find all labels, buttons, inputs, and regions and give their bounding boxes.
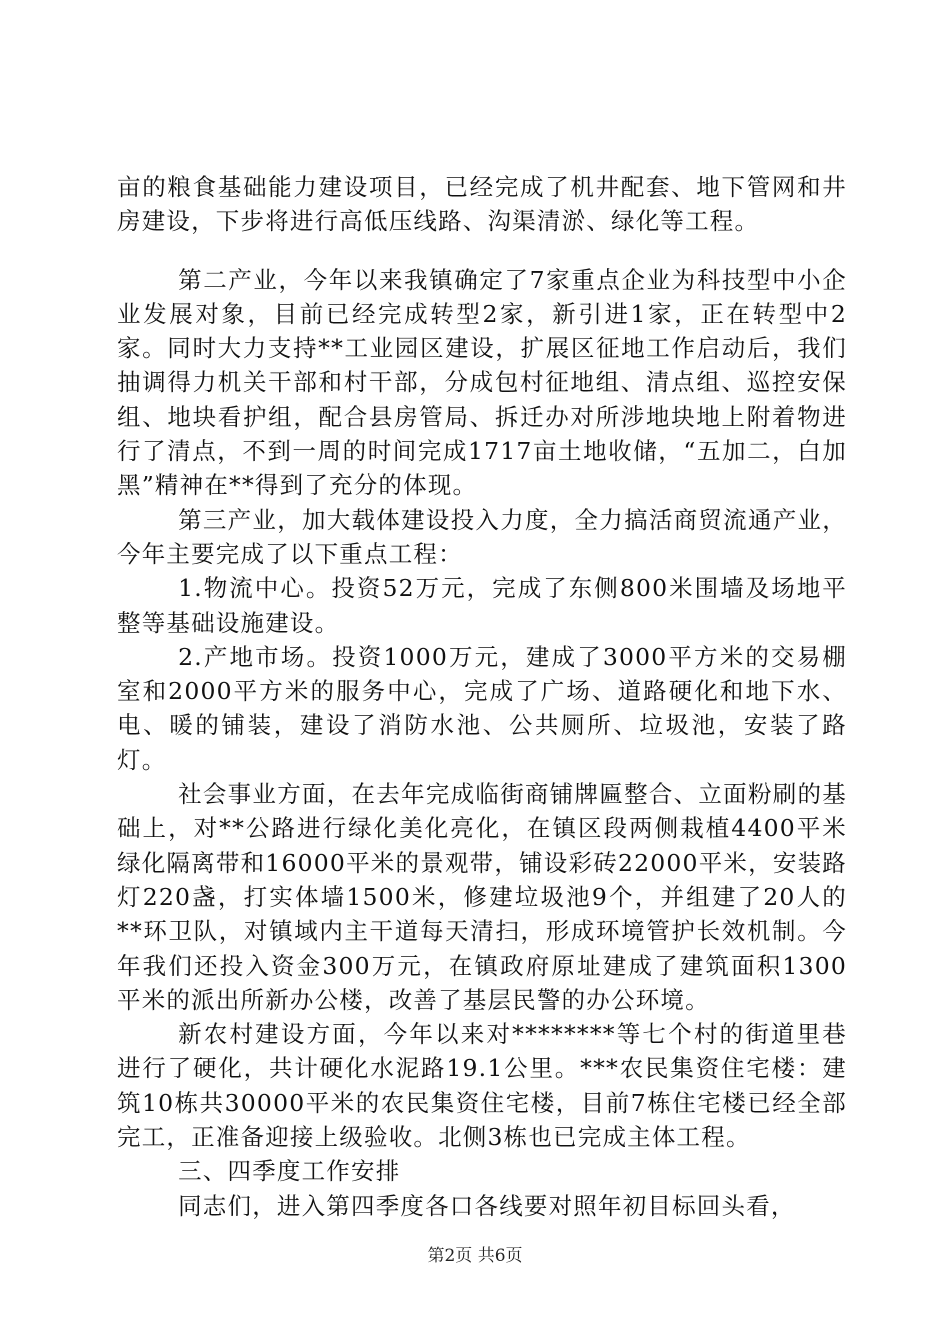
page-footer [0,1245,950,1267]
page-number-label: 第2页 共6页 [427,1246,523,1266]
document-body [117,170,847,1223]
paragraph-new-rural-construction: 新农村建设方面，今年以来对********等七个村的街道里巷进行了硬化，共计硬化水泥路19.1公里。***农民集资住宅楼：建筑10栋共30000平米的农民集资住宅楼，目前7栋住宅楼已经全部完工，正准备迎接上级验收。北侧3栋也已完成主体工程。 [117,1020,847,1152]
paragraph-tertiary-industry: 第三产业，加大载体建设投入力度，全力搞活商贸流通产业，今年主要完成了以下重点工程： [117,505,847,568]
paragraph-social-affairs: 社会事业方面，在去年完成临街商铺牌匾整合、立面粉刷的基础上，对**公路进行绿化美化亮化，在镇区段两侧栽植4400平米绿化隔离带和16000平米的景观带，铺设彩砖22000平米，安装路灯220盏，打实体墙1500米，修建垃圾池9个，并组建了20人的**环卫队，对镇域内主干道每天清扫，形成环境管护长效机制。今年我们还投入资金300万元，在镇政府原址建成了建筑面积1300平米的派出所新办公楼，改善了基层民警的办公环境。 [117,780,847,1014]
paragraph-q4-intro: 同志们，进入第四季度各口各线要对照年初目标回头看， [178,1191,796,1220]
paragraph-origin-market: 2.产地市场。投资1000万元，建成了3000平方米的交易棚室和2000平方米的服务中心，完成了广场、道路硬化和地下水、电、暖的铺装，建设了消防水池、公共厕所、垃圾池，安装了路灯。 [117,642,847,774]
paragraph-gap [117,239,847,263]
paragraph-logistics-center: 1.物流中心。投资52万元，完成了东侧800米围墙及场地平整等基础设施建设。 [117,574,847,637]
section-heading-q4-plan: 三、四季度工作安排 [178,1157,401,1186]
paragraph-continuation: 亩的粮食基础能力建设项目，已经完成了机井配套、地下管网和井房建设，下步将进行高低压线路、沟渠清淤、绿化等工程。 [117,173,847,236]
paragraph-secondary-industry: 第二产业，今年以来我镇确定了7家重点企业为科技型中小企业发展对象，目前已经完成转型2家，新引进1家，正在转型中2家。同时大力支持**工业园区建设，扩展区征地工作启动后，我们抽调得力机关干部和村干部，分成包村征地组、清点组、巡控安保组、地块看护组，配合县房管局、拆迁办对所涉地块地上附着物进行了清点，不到一周的时间完成1717亩土地收储，“五加二，白加黑”精神在**得到了充分的体现。 [117,265,847,500]
